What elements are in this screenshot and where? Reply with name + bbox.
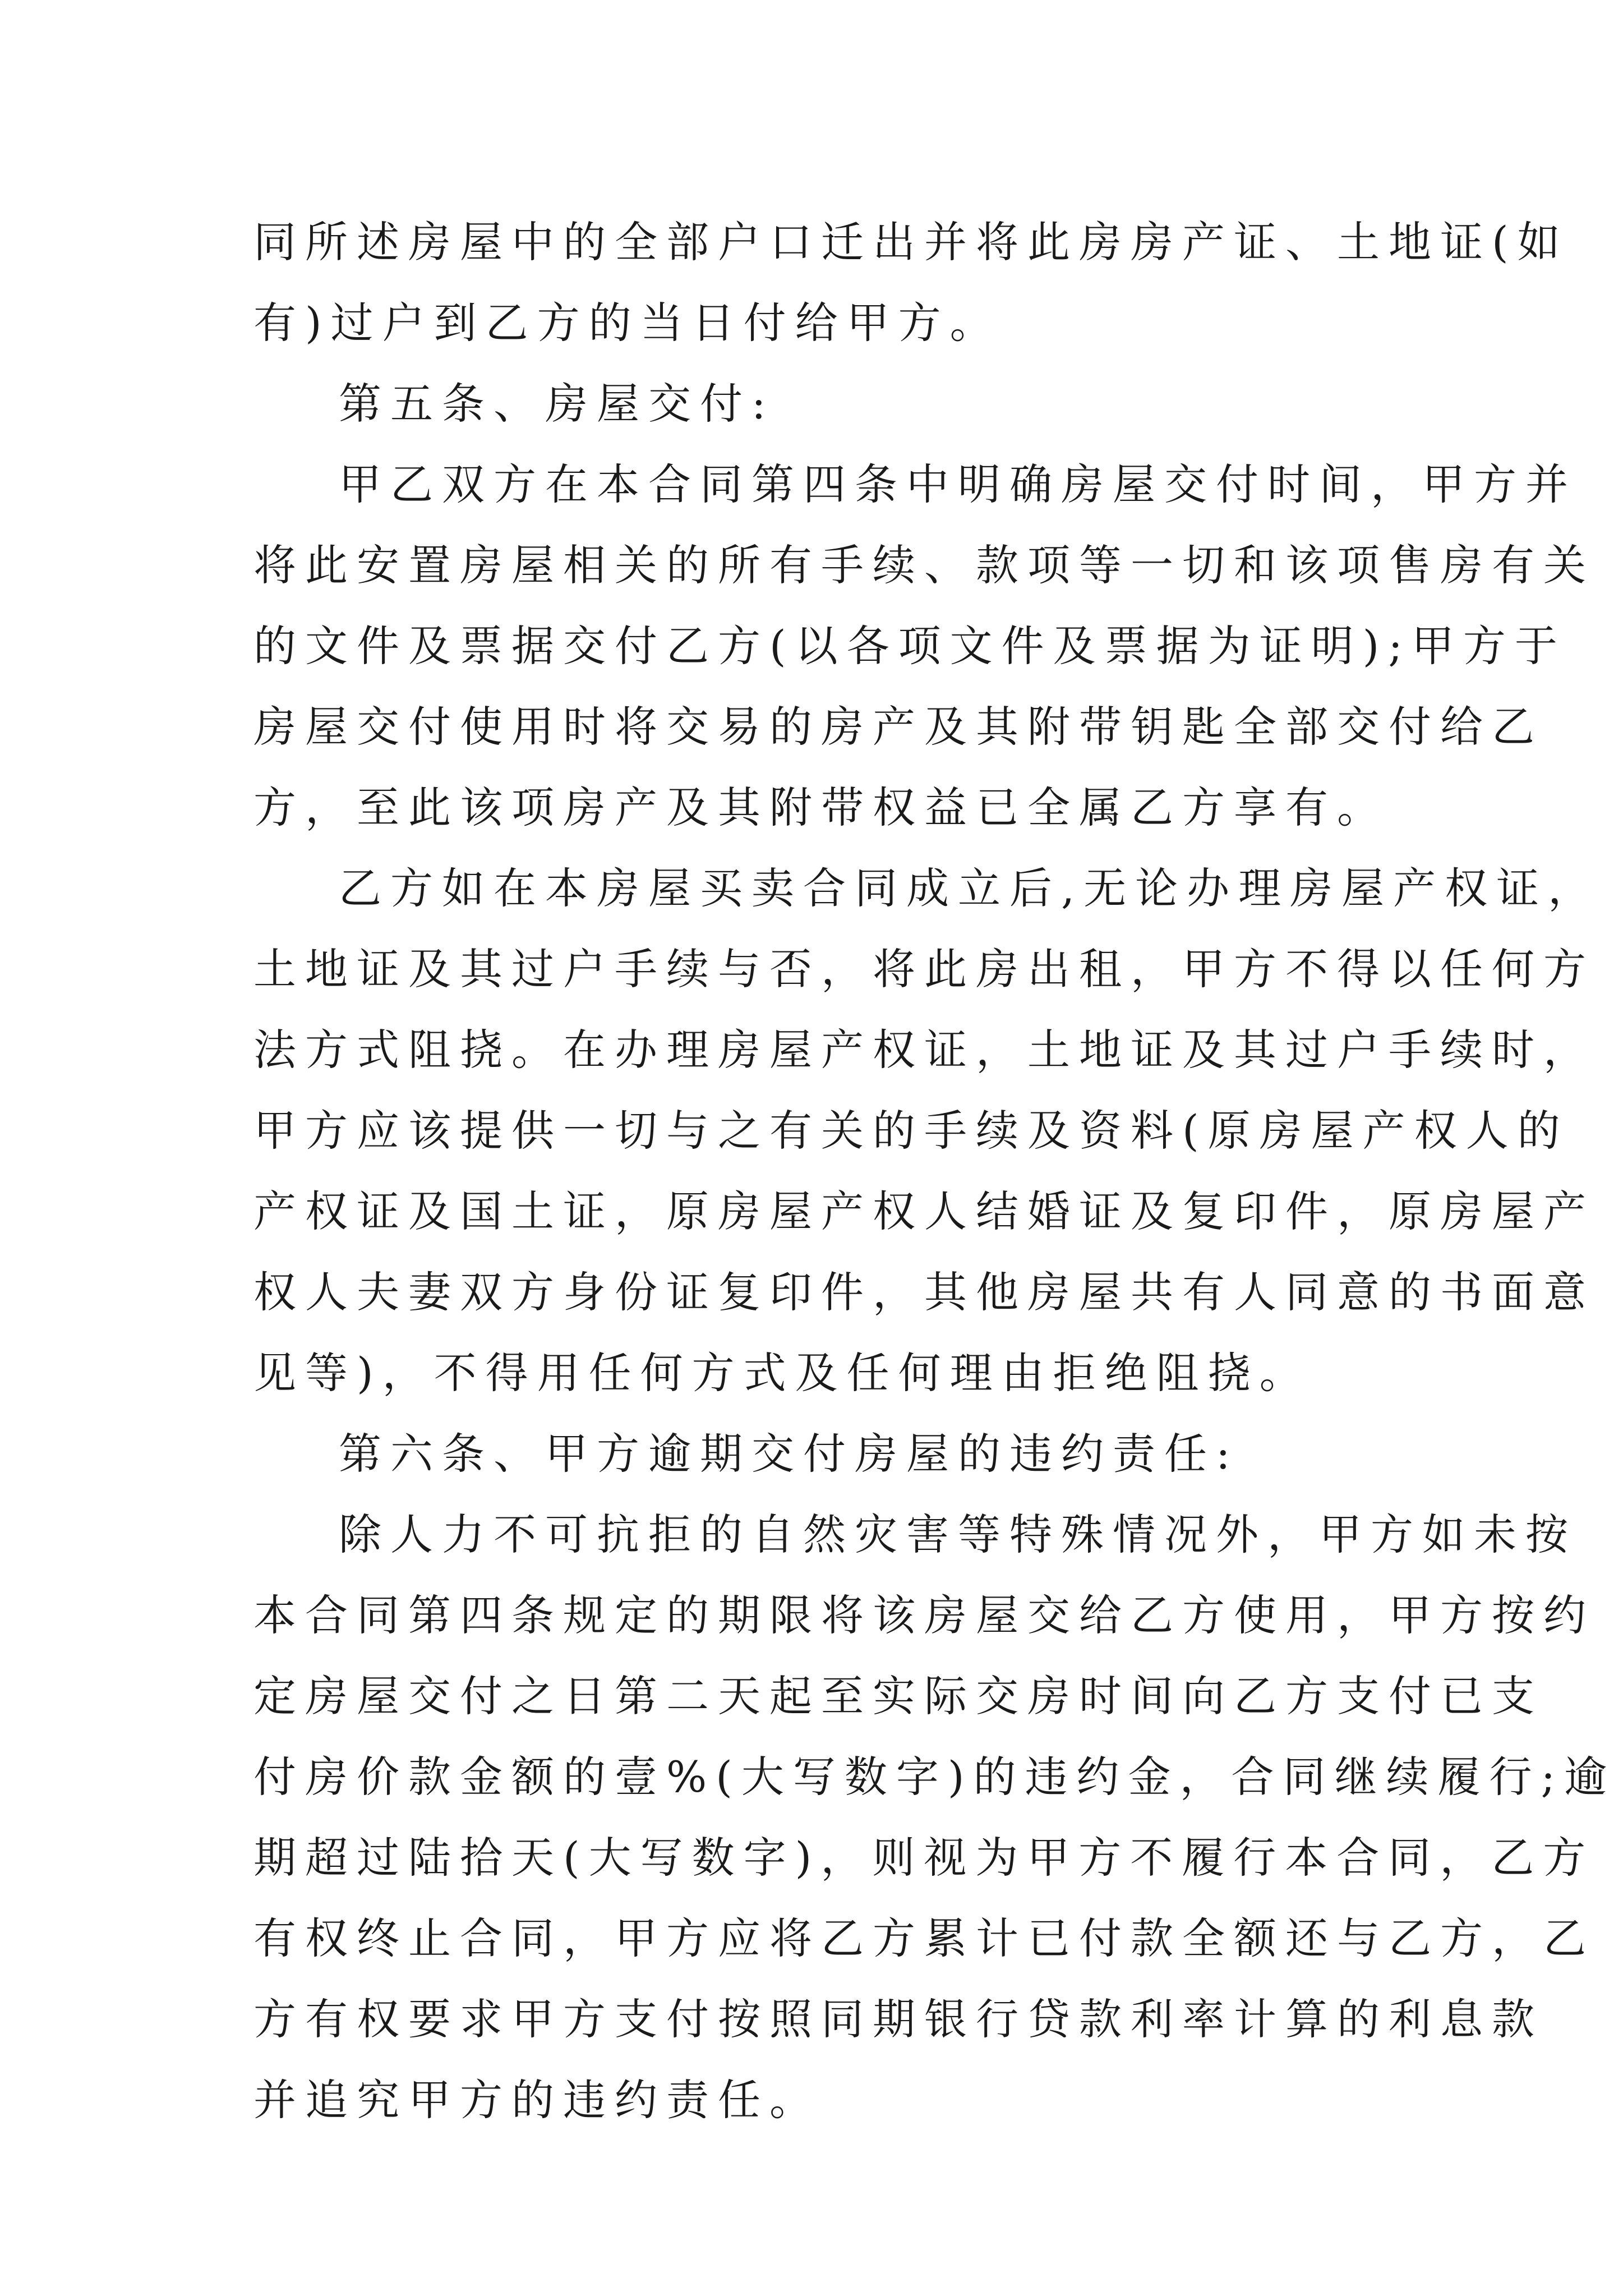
text-line: 方，至此该项房产及其附带权益已全属乙方享有。: [253, 783, 1389, 832]
text-line: 权人夫妻双方身份证复印件，其他房屋共有人同意的书面意: [253, 1267, 1595, 1317]
section-heading: 第六条、甲方逾期交付房屋的违约责任:: [339, 1429, 1239, 1479]
text-line: 乙方如在本房屋买卖合同成立后,无论办理房屋产权证，: [339, 863, 1600, 913]
text-line: 见等)，不得用任何方式及任何理由拒绝阻挠。: [253, 1348, 1311, 1398]
text-line: 定房屋交付之日第二天起至实际交房时间向乙方支付已支: [253, 1671, 1543, 1721]
text-line: 同所述房屋中的全部户口迁出并将此房房产证、土地证(如: [253, 217, 1569, 267]
document-body: [253, 202, 1616, 2141]
text-line: 本合同第四条规定的期限将该房屋交给乙方使用，甲方按约: [253, 1590, 1595, 1640]
text-line: 并追究甲方的违约责任。: [253, 2075, 821, 2125]
section-heading: 第五条、房屋交付:: [339, 379, 775, 429]
text-line: 的文件及票据交付乙方(以各项文件及票据为证明);甲方于: [253, 621, 1566, 671]
text-line: 期超过陆拾天(大写数字)，则视为甲方不履行本合同，乙方: [253, 1833, 1595, 1883]
text-line: 法方式阻挠。在办理房屋产权证，土地证及其过户手续时，: [253, 1025, 1595, 1075]
text-line: 将此安置房屋相关的所有手续、款项等一切和该项售房有关: [253, 540, 1595, 590]
text-line: 房屋交付使用时将交易的房产及其附带钥匙全部交付给乙: [253, 702, 1543, 752]
text-line: 有权终止合同，甲方应将乙方累计已付款全额还与乙方，乙: [253, 1913, 1595, 1963]
text-line: 土地证及其过户手续与否，将此房出租，甲方不得以任何方: [253, 944, 1595, 994]
text-line: 除人力不可抗拒的自然灾害等特殊情况外，甲方如未按: [339, 1510, 1577, 1559]
text-line: 付房价款金额的壹%(大写数字)的违约金，合同继续履行;逾: [253, 1752, 1616, 1802]
text-line: 甲乙双方在本合同第四条中明确房屋交付时间，甲方并: [339, 459, 1577, 509]
text-line: 甲方应该提供一切与之有关的手续及资料(原房屋产权人的: [253, 1106, 1569, 1156]
text-line: 方有权要求甲方支付按照同期银行贷款利率计算的利息款: [253, 1994, 1543, 2044]
text-line: 产权证及国土证，原房屋产权人结婚证及复印件，原房屋产: [253, 1186, 1595, 1236]
text-line: 有)过户到乙方的当日付给甲方。: [253, 298, 1002, 348]
